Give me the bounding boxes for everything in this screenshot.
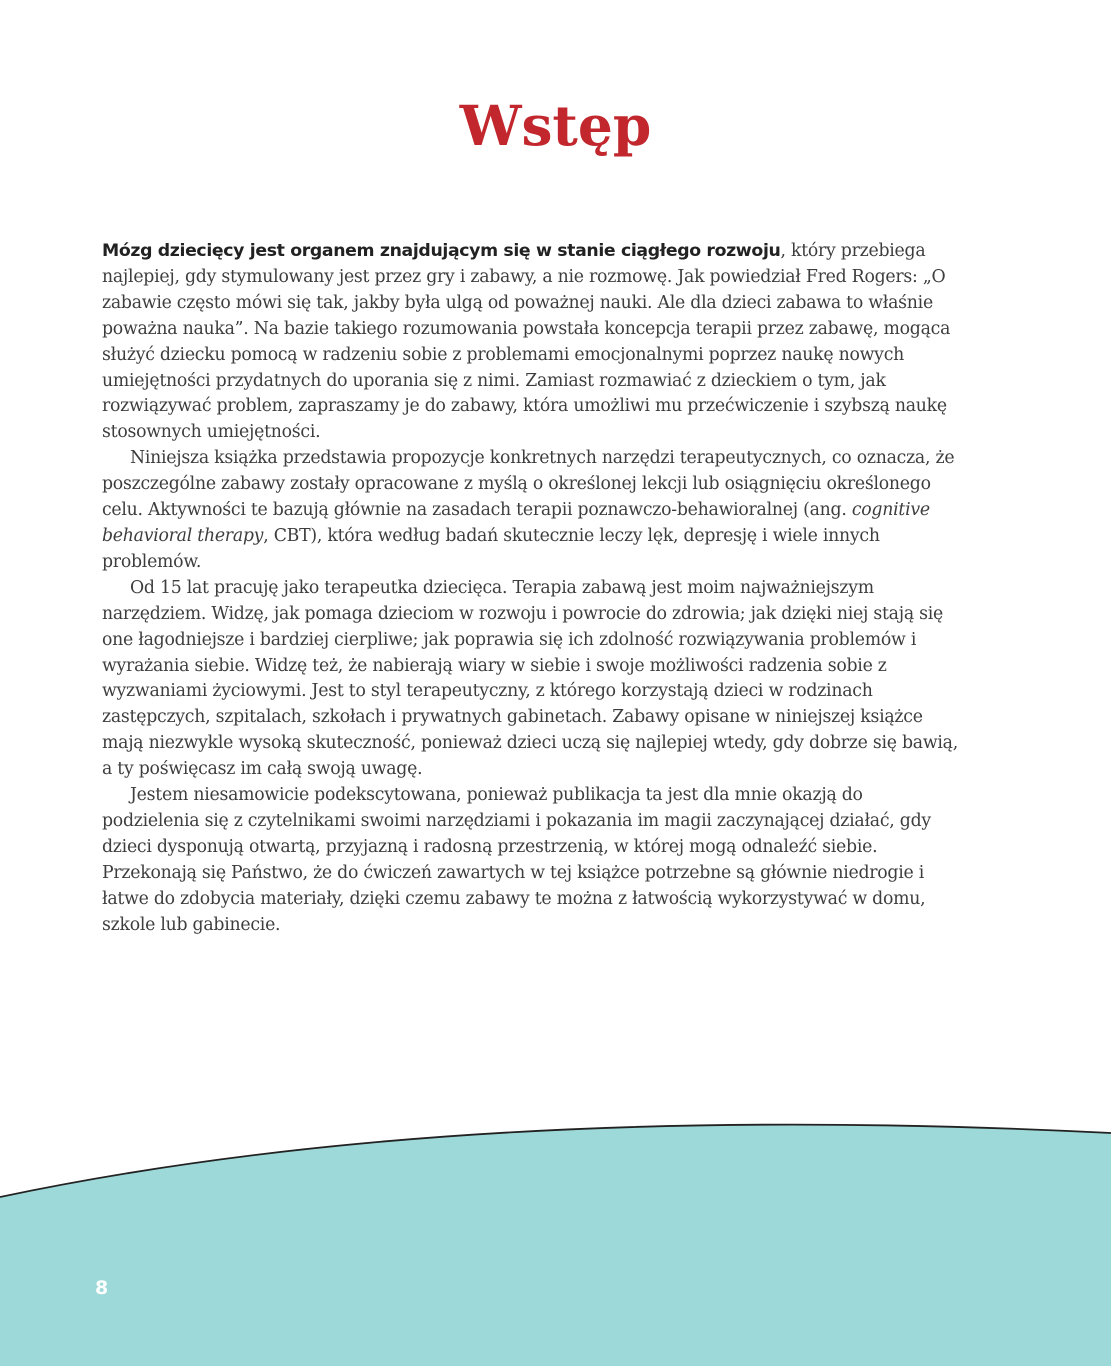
- page-title: Wstęp: [459, 93, 652, 158]
- footer-wave-band: [0, 1120, 1111, 1366]
- wave-fill: [0, 1125, 1111, 1366]
- paragraph-4: Jestem niesamowicie podekscytowana, ponieważ publikacja ta jest dla mnie okazją do podzielenia się z czytelnikami swoimi narzędziami i pokazania im magii zaczynającej działać, gdy dzieci dysponują otwartą, przyjazną i radosną przestrzenią, w której mogą odnaleźć siebie. Przekonają się Państwo, że do ćwiczeń zawartych w tej książce potrzebne są głównie niedrogie i łatwe do zdobycia materiały, dzięki czemu zabawy te można z łatwością wykorzystywać w domu, szkole lub gabinecie.: [102, 785, 931, 935]
- lead-sentence: Mózg dziecięcy jest organem znajdującym się w stanie ciągłego rozwoju: [102, 241, 781, 261]
- paragraph-2-italic-term: cognitive behavioral therapy: [102, 500, 930, 546]
- paragraph-1: [102, 239, 962, 446]
- paragraph-2-text-after: , CBT), która według badań skutecznie leczy lęk, depresję i wiele innych problemów.: [102, 525, 880, 572]
- paragraph-2: [102, 446, 962, 576]
- page-number: 8: [95, 1277, 109, 1299]
- body-text: [102, 239, 962, 938]
- paragraph-2-text-before: Niniejsza książka przedstawia propozycje konkretnych narzędzi terapeutycznych, co oznacza, że poszczególne zabawy zostały opracowane z myślą o określonej lekcji lub osiągnięciu określonego celu. Aktywności te bazują głównie na zasadach terapii poznawczo-behawioralnej (ang.: [102, 448, 955, 521]
- paragraph-1-text: , który przebiega najlepiej, gdy stymulowany jest przez gry i zabawy, a nie rozmowę. Jak powiedział Fred Rogers: „O zabawie często mówi się tak, jakby była ulgą od poważnej nauki. Ale dla dzieci zabawa to właśnie poważna nauka”. Na bazie takiego rozumowania powstała koncepcja terapii przez zabawę, mogąca służyć dziecku pomocą w radzeniu sobie z problemami emocjonalnymi poprzez naukę nowych umiejętności przydatnych do uporania się z nimi. Zamiast rozmawiać z dzieckiem o tym, jak rozwiązywać problem, zapraszamy je do zabawy, która umożliwi mu przećwiczenie i szybszą naukę stosownych umiejętności.: [102, 241, 951, 443]
- paragraph-3: Od 15 lat pracuję jako terapeutka dziecięca. Terapia zabawą jest moim najważniejszym narzędziem. Widzę, jak pomaga dzieciom w rozwoju i powrocie do zdrowia; jak dzięki niej stają się one łagodniejsze i bardziej cierpliwe; jak poprawia się ich zdolność rozwiązywania problemów i wyrażania siebie. Widzę też, że nabierają wiary w siebie i swoje możliwości radzenia sobie z wyzwaniami życiowymi. Jest to styl terapeutyczny, z którego korzystają dzieci w rodzinach zastępczych, szpitalach, szkołach i prywatnych gabinetach. Zabawy opisane w niniejszej książce mają niezwykle wysoką skuteczność, ponieważ dzieci uczą się najlepiej wtedy, gdy dobrze się bawią, a ty poświęcasz im całą swoją uwagę.: [102, 577, 958, 780]
